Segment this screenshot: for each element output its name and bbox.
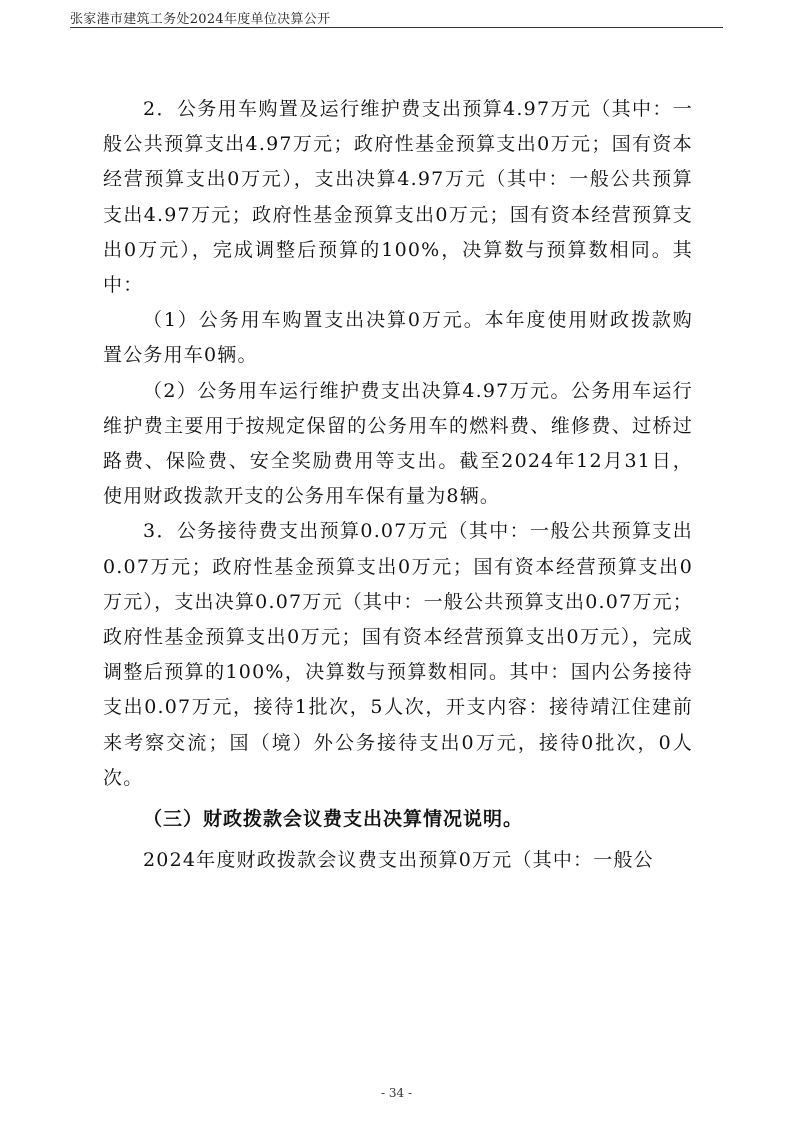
running-header: 张家港市建筑工务处2024年度单位决算公开 xyxy=(70,12,331,27)
section-heading-meeting: （三）财政拨款会议费支出决算情况说明。 xyxy=(143,808,524,831)
header-rule xyxy=(70,27,723,28)
paragraph-vehicle-purchase: （1）公务用车购置支出决算0万元。本年度使用财政拨款购置公务用车0辆。 xyxy=(103,309,693,367)
paragraph-vehicle-budget: 2．公务用车购置及运行维护费支出预算4.97万元（其中：一般公共预算支出4.97万元；政府性基金预算支出0万元；国有资本经营预算支出0万元），支出决算4.97万元（其中：一般公共预算支出4.97万元；政府性基金预算支出0万元；国有资本经营预算支出0万元），完成调整后预算的100%，决算数与预算数相同。其中： xyxy=(103,98,693,297)
page-number: - 34 - xyxy=(380,1086,412,1100)
document-body xyxy=(103,92,693,878)
paragraph-vehicle-operation: （2）公务用车运行维护费支出决算4.97万元。公务用车运行维护费主要用于按规定保留的公务用车的燃料费、维修费、过桥过路费、保险费、安全奖励费用等支出。截至2024年12月31日，使用财政拨款开支的公务用车保有量为8辆。 xyxy=(103,379,693,508)
paragraph-reception-expense: 3．公务接待费支出预算0.07万元（其中：一般公共预算支出0.07万元；政府性基金预算支出0万元；国有资本经营预算支出0万元），支出决算0.07万元（其中：一般公共预算支出0.07万元；政府性基金预算支出0万元；国有资本经营预算支出0万元），完成调整后预算的100%，决算数与预算数相同。其中：国内公务接待支出0.07万元，接待1批次，5人次，开支内容：接待靖江住建前来考察交流；国（境）外公务接待支出0万元，接待0批次，0人次。 xyxy=(103,520,693,789)
paragraph-meeting-expense: 2024年度财政拨款会议费支出预算0万元（其中：一般公 xyxy=(143,849,654,872)
